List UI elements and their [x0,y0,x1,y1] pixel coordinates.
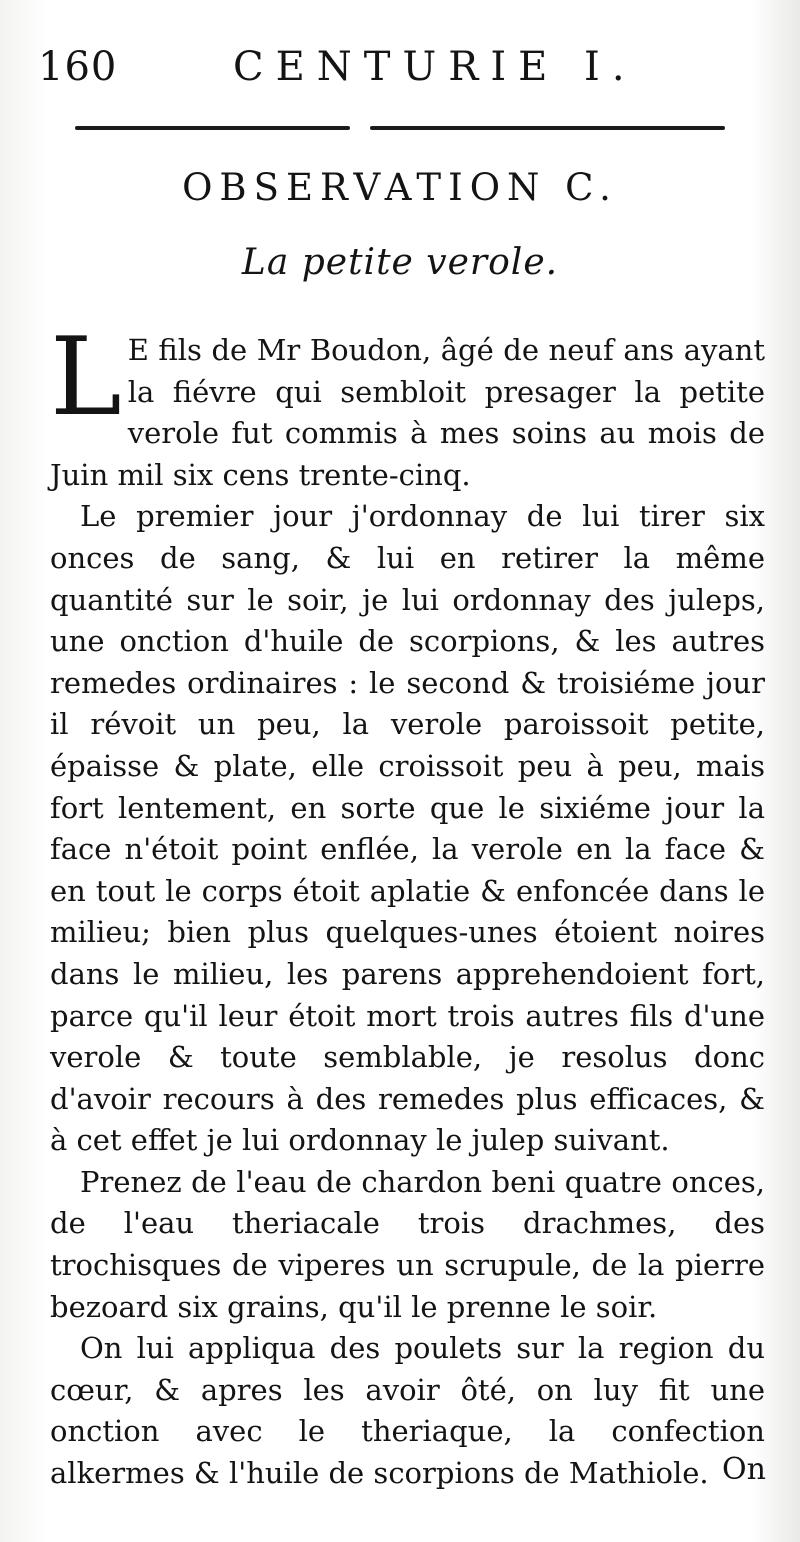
paragraph-1-text: E fils de Mr Boudon, âgé de neuf ans ayant la fiévre qui sembloit presager la petite verole fut commis à mes soins au mois de Juin mil six cens trente-cinq. [50,333,765,492]
body-text [50,315,765,1495]
page-header [38,40,758,100]
running-title: CENTURIE I. [233,44,637,90]
paragraph-3: Prenez de l'eau de chardon beni quatre onces, de l'eau theriacale trois drachmes, des trochisques de viperes un scrupule, de la pierre bezoard six grains, qu'il le prenne le soir. [50,1164,765,1324]
observation-subtitle: La petite verole. [241,242,559,283]
header-rule-right [370,126,725,130]
paragraph-2: Le premier jour j'ordonnay de lui tirer six onces de sang, & lui en retirer la même quantité sur le soir, je lui ordonnay des juleps, une onction d'huile de scorpions, & les autres remedes ordinaires : le second & troisiéme jour il révoit un peu, la verole paroissoit petite, épaisse & plate, elle croissoit peu à peu, mais fort lentement, en sorte que le sixiéme jour la face n'étoit point enflée, la verole en la face & en tout le corps étoit aplatie & enfoncée dans le milieu; bien plus quelques-unes étoient noires dans le milieu, les parens apprehendoient fort, parce qu'il leur étoit mort trois autres fils d'une verole & toute semblable, je resolus donc d'avoir recours à des remedes plus efficaces, & à cet effet je lui ordonnay le julep suivant. [50,499,765,1158]
paragraph-1 [50,315,765,496]
page-number: 160 [38,44,118,90]
observation-heading: OBSERVATION C. [182,166,618,209]
paragraph-4: On lui appliqua des poulets sur la region du cœur, & apres les avoir ôté, on luy fit une onction avec le theriaque, la confection alkermes & l'huile de scorpions de Mathiole. [50,1331,765,1491]
header-rule-left [75,126,350,130]
drop-cap: L [50,315,122,440]
catchword: On [722,1452,766,1487]
